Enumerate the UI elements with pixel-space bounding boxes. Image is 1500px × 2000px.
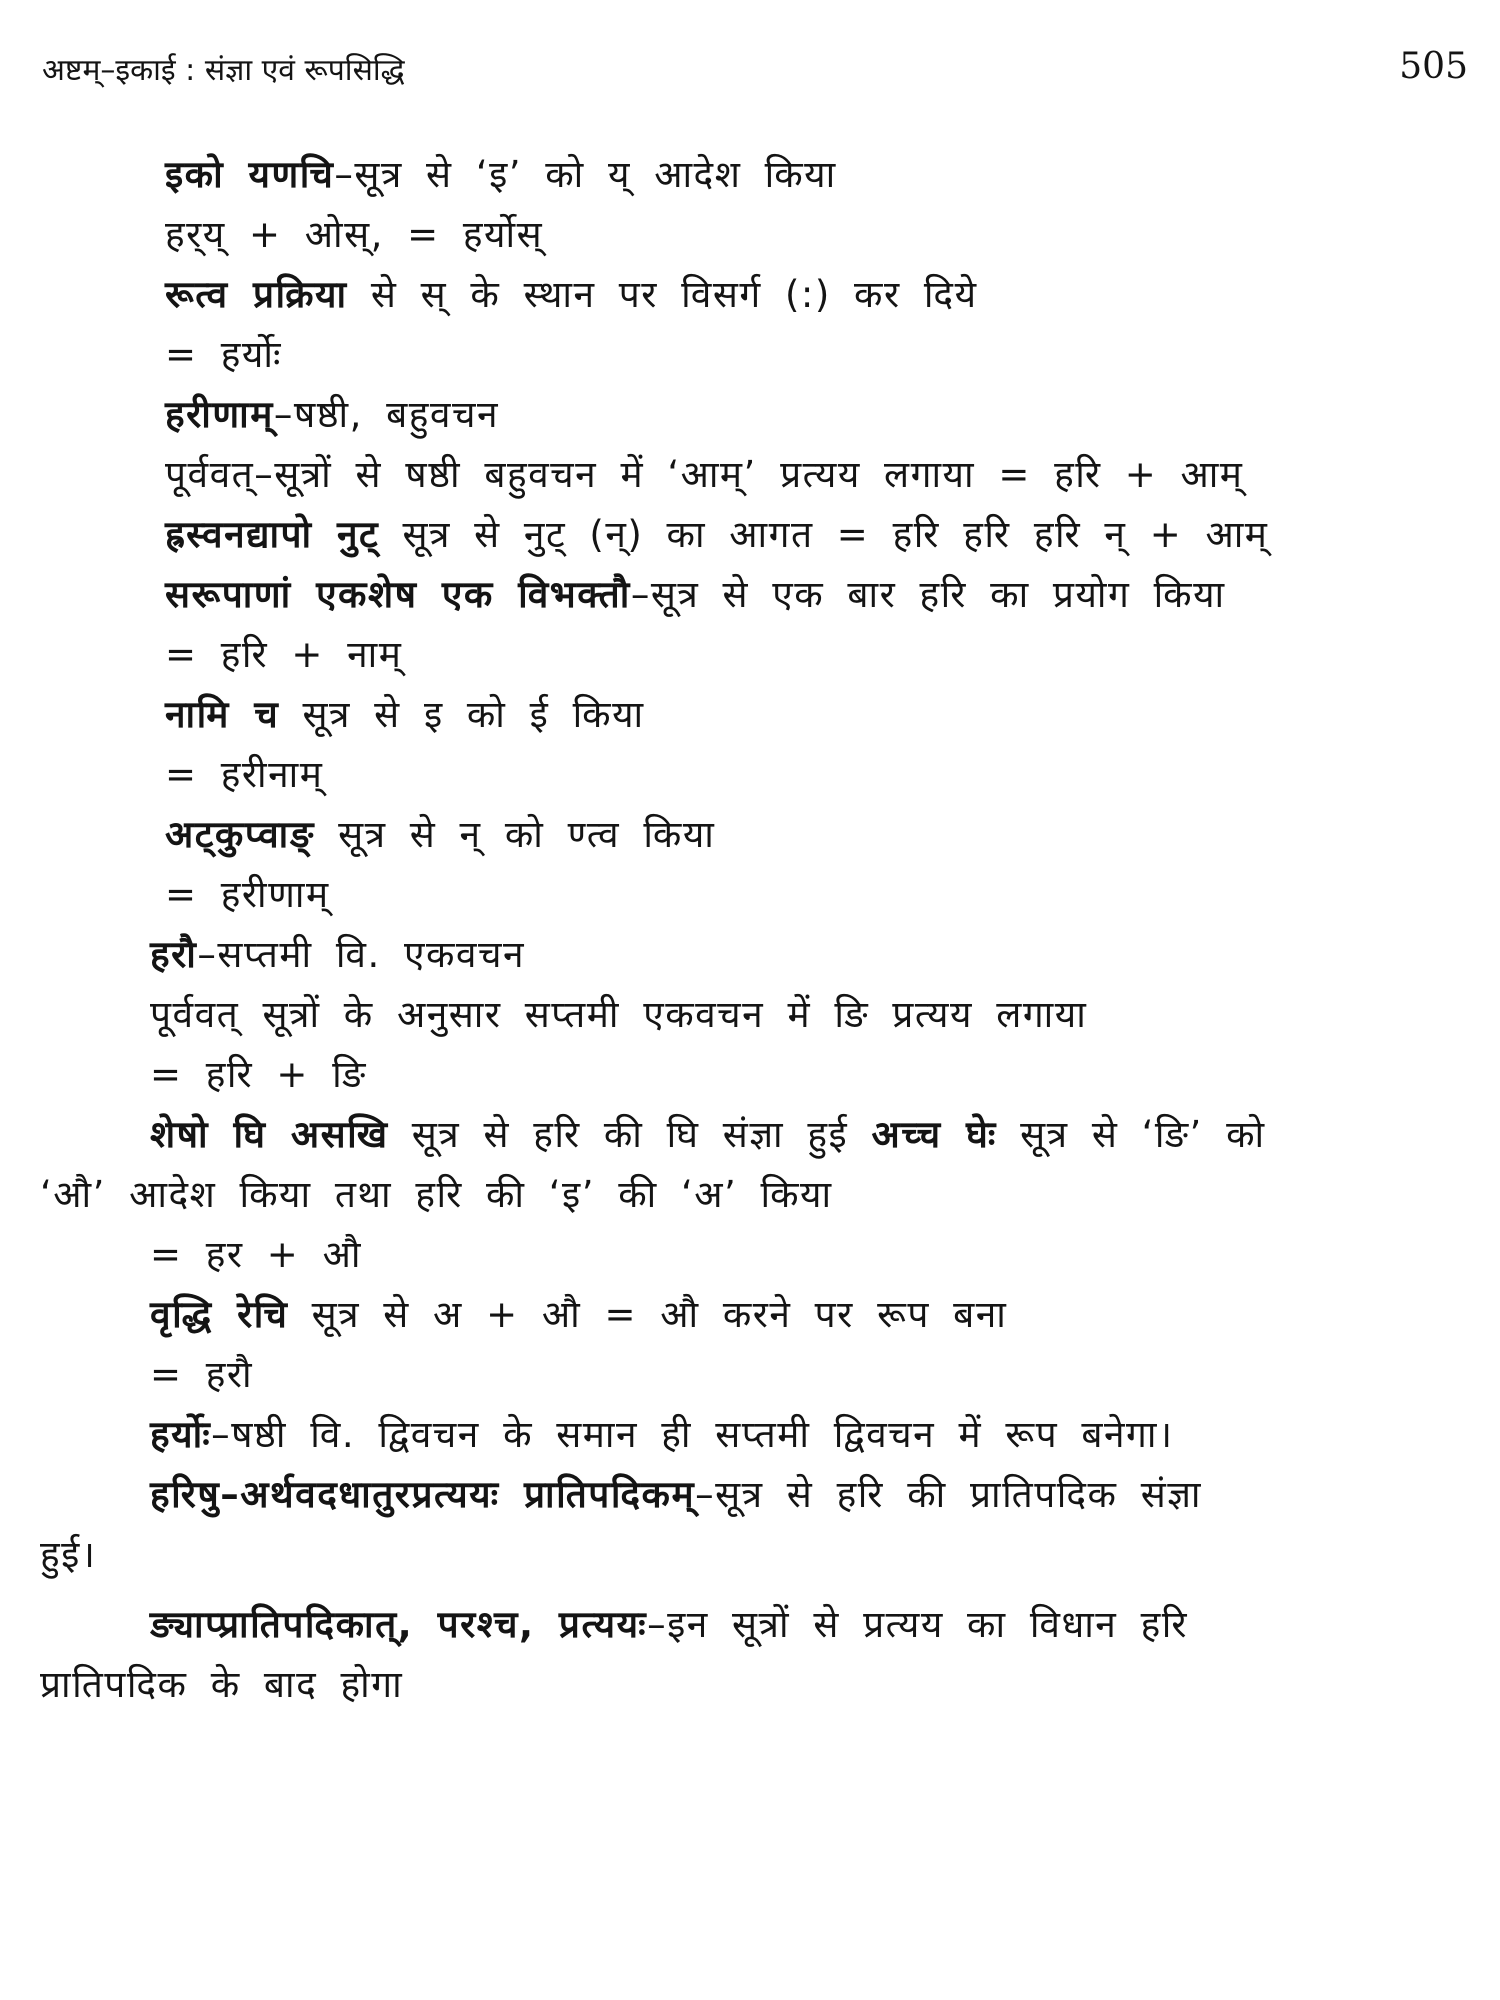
- text-line: [165, 870, 330, 920]
- text-line: [150, 1410, 1173, 1460]
- running-head: अष्टम्–इकाई : संज्ञा एवं रूपसिद्धि: [42, 53, 405, 88]
- line-text: = हरि + नाम्: [165, 633, 403, 676]
- line-text: = हरौ: [150, 1353, 254, 1396]
- line-text: सूत्र से ‘ङि’ को: [996, 1113, 1266, 1156]
- text-line: [150, 1290, 1007, 1340]
- line-text: प्रातिपदिक के बाद होगा: [40, 1663, 404, 1706]
- text-line: [165, 750, 323, 800]
- sutra-name: सरूपाणां एकशेष एक विभक्तौ: [165, 573, 631, 616]
- line-text: = हरीनाम्: [165, 753, 324, 796]
- line-text: = हरीणाम्: [165, 873, 330, 916]
- line-text: सूत्र से नुट् (न्) का आगत = हरि हरि हरि न् + आम्: [379, 513, 1269, 556]
- sutra-name: इको यणचि: [165, 153, 335, 196]
- sutra-name: हरिषु–अर्थवदधातुरप्रत्ययः प्रातिपदिकम्: [150, 1473, 696, 1516]
- line-text: हर्‌य् + ओस्, = हर्योस्: [165, 213, 544, 256]
- sutra-name: नामि च: [165, 693, 280, 736]
- text-line: [150, 1470, 1202, 1520]
- line-text: सूत्र से इ को ई किया: [279, 693, 645, 736]
- sutra-name: रूत्व प्रक्रिया: [165, 273, 348, 316]
- sutra-name: शेषो घि असखि: [150, 1113, 389, 1156]
- text-line: [150, 1350, 253, 1400]
- text-line: [150, 1050, 367, 1100]
- line-text: = हर्योः: [165, 333, 282, 376]
- page-header: [0, 40, 1500, 100]
- line-text: सूत्र से हरि की घि संज्ञा हुई: [388, 1113, 872, 1156]
- sutra-name: अट्कुप्वाङ्: [165, 813, 315, 856]
- form-heading: हरौ: [150, 933, 198, 976]
- line-text: सूत्र से न् को ण्त्व किया: [314, 813, 716, 856]
- text-line: [150, 1600, 1188, 1650]
- text-line: [40, 1170, 833, 1220]
- line-text: –षष्ठी वि. द्विवचन के समान ही सप्तमी द्विवचन में रूप बनेगा।: [211, 1413, 1174, 1456]
- line-text: –सूत्र से एक बार हरि का प्रयोग किया: [630, 573, 1226, 616]
- line-text: पूर्ववत्–सूत्रों से षष्ठी बहुवचन में ‘आम्’ प्रत्यय लगाया = हरि + आम्: [165, 453, 1244, 496]
- text-line: [165, 570, 1226, 620]
- line-text: सूत्र से अ + औ = औ करने पर रूप बना: [288, 1293, 1008, 1336]
- text-line: [165, 270, 978, 320]
- line-text: –षष्ठी, बहुवचन: [273, 393, 499, 436]
- text-line: [150, 1110, 1266, 1160]
- text-line: [40, 1660, 403, 1710]
- text-line: [165, 690, 645, 740]
- line-text: ‘औ’ आदेश किया तथा हरि की ‘इ’ की ‘अ’ किया: [40, 1173, 833, 1216]
- sutra-name: अच्च घेः: [871, 1113, 997, 1156]
- text-line: [165, 630, 402, 680]
- text-line: [165, 210, 543, 260]
- line-text: –सूत्र से ‘इ’ को य् आदेश किया: [334, 153, 837, 196]
- sutra-name: ङ्याप्प्रातिपदिकात्, परश्च, प्रत्ययः: [150, 1603, 648, 1646]
- sutra-name: वृद्धि रेचि: [150, 1293, 289, 1336]
- line-text: –इन सूत्रों से प्रत्यय का विधान हरि: [647, 1603, 1188, 1646]
- line-text: पूर्ववत् सूत्रों के अनुसार सप्तमी एकवचन में ङि प्रत्यय लगाया: [150, 993, 1088, 1036]
- text-line: [165, 150, 837, 200]
- line-text: –सूत्र से हरि की प्रातिपदिक संज्ञा: [695, 1473, 1203, 1516]
- text-line: [165, 510, 1268, 560]
- text-line: [165, 450, 1243, 500]
- text-line: [165, 390, 499, 440]
- form-heading: हर्योः: [150, 1413, 212, 1456]
- text-line: [165, 330, 282, 380]
- form-heading: हरीणाम्: [165, 393, 274, 436]
- line-text: = हर + औ: [150, 1233, 362, 1276]
- sutra-name: ह्रस्वनद्यापो नुट्: [165, 513, 380, 556]
- text-line: [150, 1230, 362, 1280]
- page-number: 505: [1399, 46, 1468, 87]
- text-line: [165, 810, 715, 860]
- line-text: = हरि + ङि: [150, 1053, 367, 1096]
- line-text: –सप्तमी वि. एकवचन: [197, 933, 525, 976]
- text-line: [40, 1530, 96, 1580]
- line-text: से स् के स्थान पर विसर्ग (:) कर दिये: [347, 273, 978, 316]
- text-line: [150, 930, 525, 980]
- line-text: हुई।: [40, 1533, 97, 1576]
- text-line: [150, 990, 1087, 1040]
